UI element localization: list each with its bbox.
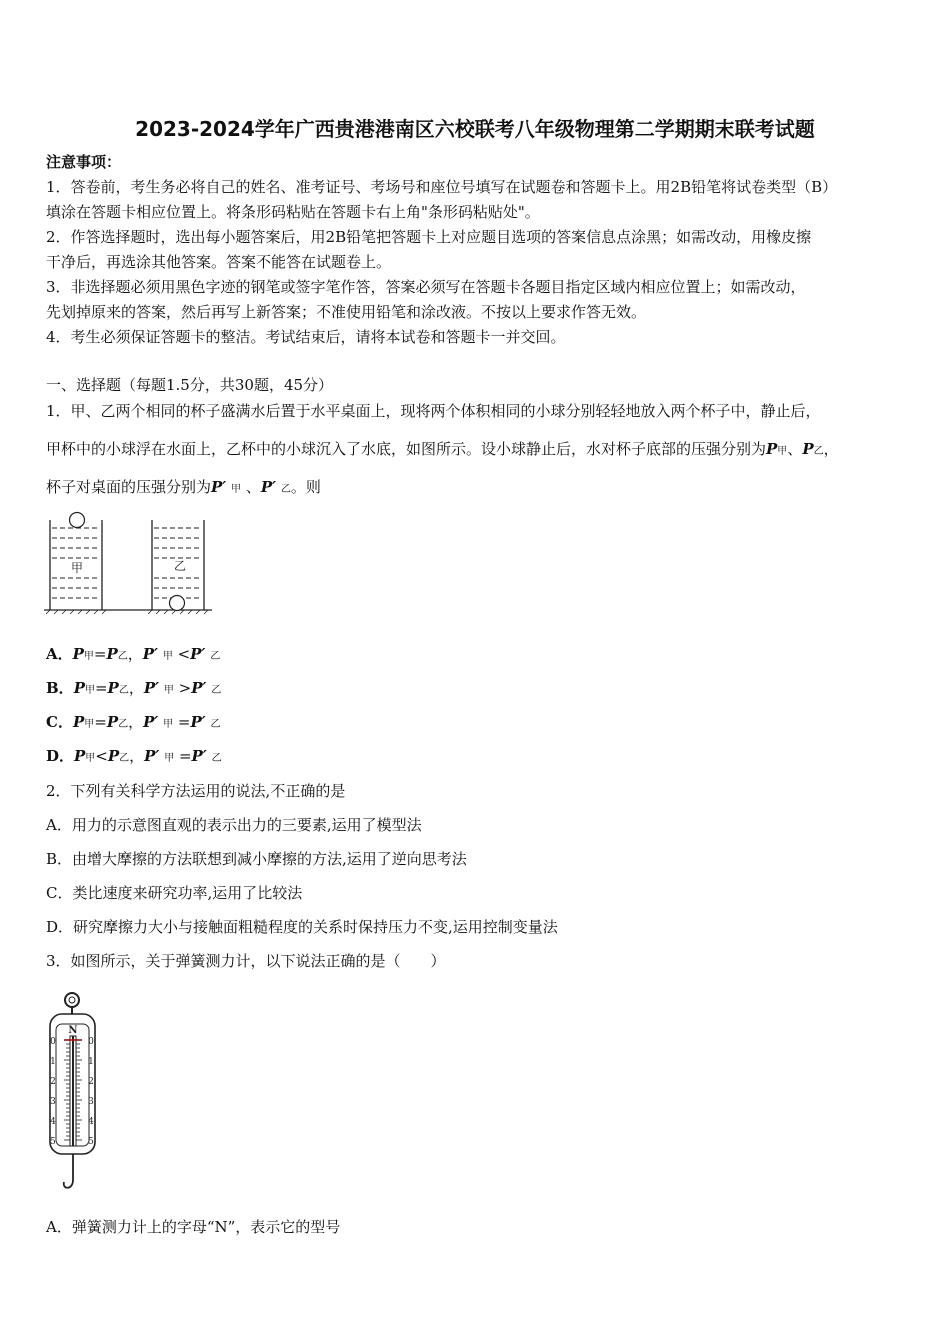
scale-tick-left: 2 — [50, 1077, 56, 1087]
q1-stem-line2: 甲杯中的小球浮在水面上，乙杯中的小球沉入了水底，如图所示。设小球静止后，水对杯子底部的压强分别为P甲、P乙， — [46, 440, 839, 458]
scale-unit-label: N — [68, 1025, 78, 1036]
q1-cups-figure — [40, 508, 215, 618]
q1-stem-line3: 杯子对桌面的压强分别为P′ 甲 、P′ 乙。则 — [46, 478, 321, 496]
q1-option-c[interactable]: C．P甲=P乙，P′ 甲 =P′ 乙 — [46, 713, 221, 731]
scale-tick-right: 1 — [88, 1057, 94, 1067]
notice-line: 2．作答选择题时，选出每小题答案后，用2B铅笔把答题卡上对应题目选项的答案信息点涂黑；如需改动，用橡皮擦 — [46, 228, 812, 246]
page-title: 2023-2024学年广西贵港港南区六校联考八年级物理第二学期期末联考试题 — [135, 117, 815, 141]
q1-option-b[interactable]: B．P甲=P乙，P′ 甲 >P′ 乙 — [46, 679, 222, 697]
cup-label-yi: 乙 — [173, 559, 187, 573]
scale-tick-left: 4 — [50, 1117, 56, 1127]
scale-tick-right: 3 — [88, 1097, 94, 1107]
scale-tick-right: 2 — [88, 1077, 94, 1087]
notice-line: 填涂在答题卡相应位置上。将条形码粘贴在答题卡右上角"条形码粘贴处"。 — [46, 203, 540, 221]
q3-stem: 3．如图所示，关于弹簧测力计，以下说法正确的是（ ） — [46, 952, 446, 970]
q3-spring-scale-figure — [40, 990, 110, 1195]
q1-option-a[interactable]: A．P甲=P乙，P′ 甲 <P′ 乙 — [46, 645, 221, 663]
notice-line: 3．非选择题必须用黑色字迹的钢笔或签字笔作答，答案必须写在答题卡各题目指定区域内相应位置上；如需改动， — [46, 278, 806, 296]
scale-tick-right: 4 — [88, 1117, 94, 1127]
notice-line: 4．考生必须保证答题卡的整洁。考试结束后，请将本试卷和答题卡一并交回。 — [46, 328, 566, 346]
q2-option-d[interactable]: D．研究摩擦力大小与接触面粗糙程度的关系时保持压力不变,运用控制变量法 — [46, 918, 558, 936]
scale-tick-left: 0 — [50, 1037, 56, 1047]
q2-option-a[interactable]: A．用力的示意图直观的表示出力的三要素,运用了模型法 — [46, 816, 422, 834]
notice-line: 1．答卷前，考生务必将自己的姓名、准考证号、考场号和座位号填写在试题卷和答题卡上。用2B铅笔将试卷类型（B） — [46, 178, 838, 196]
scale-tick-right: 0 — [88, 1037, 94, 1047]
scale-tick-left: 5 — [50, 1137, 56, 1147]
notice-line: 干净后，再选涂其他答案。答案不能答在试题卷上。 — [46, 253, 392, 271]
q1-option-d[interactable]: D．P甲<P乙，P′ 甲 =P′ 乙 — [46, 747, 222, 765]
notice-line: 先划掉原来的答案，然后再写上新答案；不准使用铅笔和涂改液。不按以上要求作答无效。 — [46, 303, 647, 321]
q3-option-a[interactable]: A．弹簧测力计上的字母“N”，表示它的型号 — [46, 1218, 341, 1236]
cup-label-jia: 甲 — [70, 561, 84, 575]
q2-option-b[interactable]: B．由增大摩擦的方法联想到减小摩擦的方法,运用了逆向思考法 — [46, 850, 467, 868]
q2-option-c[interactable]: C．类比速度来研究功率,运用了比较法 — [46, 884, 303, 902]
section-heading: 一、选择题（每题1.5分，共30题，45分） — [46, 376, 334, 394]
scale-tick-right: 5 — [88, 1137, 94, 1147]
scale-tick-left: 1 — [50, 1057, 56, 1067]
notice-heading: 注意事项： — [46, 153, 122, 171]
q1-stem-line1: 1．甲、乙两个相同的杯子盛满水后置于水平桌面上，现将两个体积相同的小球分别轻轻地放入两个杯子中，静止后， — [46, 402, 821, 420]
scale-tick-left: 3 — [50, 1097, 56, 1107]
q2-stem: 2．下列有关科学方法运用的说法,不正确的是 — [46, 782, 346, 800]
